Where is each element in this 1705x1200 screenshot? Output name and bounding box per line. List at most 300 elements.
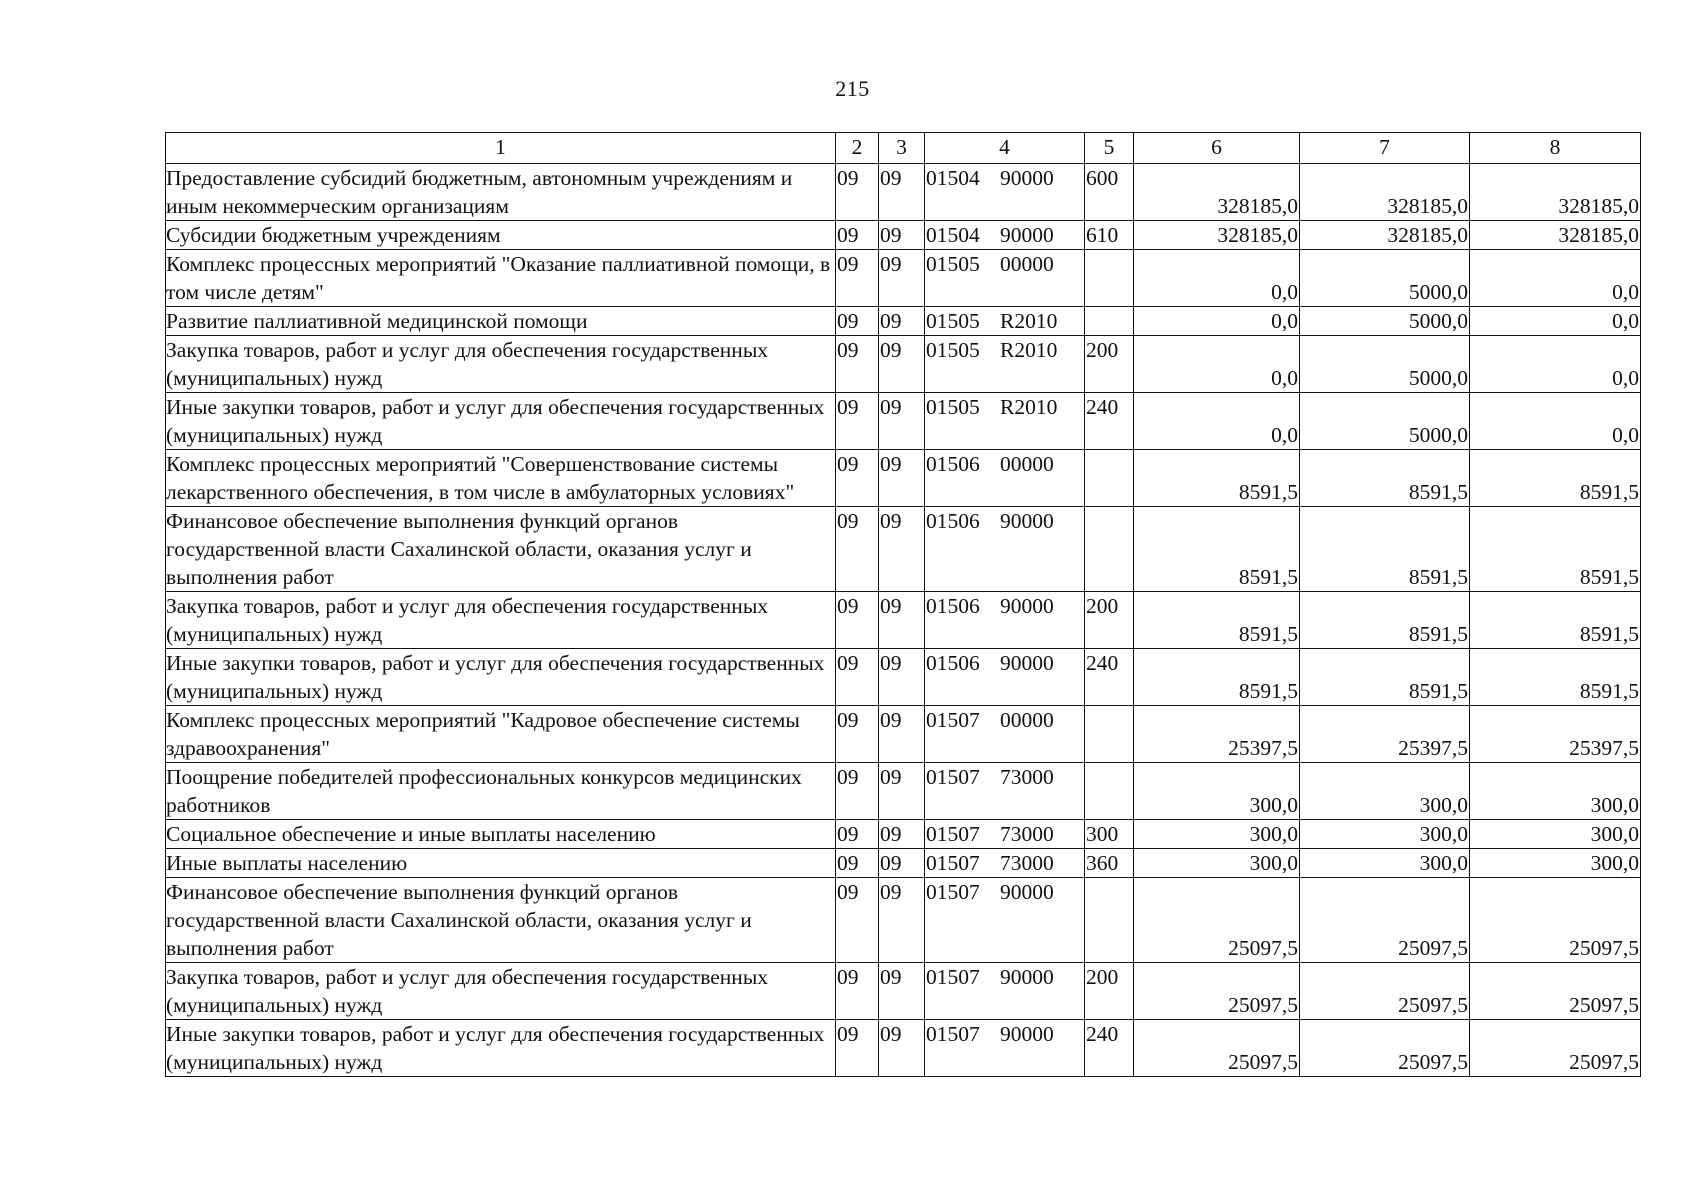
row-name-cell (166, 763, 836, 820)
amount-col7: 5000,0 (1408, 366, 1468, 390)
expense-type-cell (1085, 849, 1134, 878)
amount-col6: 0,0 (1271, 423, 1298, 447)
target-article-prefix: 01504 (926, 223, 980, 247)
amount-col8: 0,0 (1612, 366, 1639, 390)
expense-type: 200 (1086, 965, 1119, 989)
subsection-code: 09 (880, 822, 902, 846)
column-header: 3 (879, 133, 925, 164)
amount-col6-cell (1134, 878, 1300, 963)
subsection-code: 09 (880, 594, 902, 618)
amount-col6: 328185,0 (1217, 223, 1298, 247)
target-article-prefix: 01504 (926, 166, 980, 190)
amount-col7-cell (1300, 1020, 1470, 1077)
target-article-prefix: 01507 (926, 1022, 980, 1046)
target-article-suffix: 90000 (1000, 223, 1054, 247)
amount-col6-cell (1134, 450, 1300, 507)
amount-col8: 300,0 (1590, 793, 1639, 817)
amount-col8: 328185,0 (1558, 223, 1639, 247)
expense-type-cell (1085, 450, 1134, 507)
amount-col6-cell (1134, 393, 1300, 450)
amount-col6-cell (1134, 706, 1300, 763)
target-article-prefix: 01505 (926, 338, 980, 362)
amount-col7: 328185,0 (1387, 223, 1468, 247)
row-name-cell (166, 307, 836, 336)
subsection-code: 09 (880, 651, 902, 675)
amount-col7-cell (1300, 820, 1470, 849)
row-name: Субсидии бюджетным учреждениям (166, 223, 501, 247)
amount-col6: 0,0 (1271, 280, 1298, 304)
target-article-cell (925, 221, 1085, 250)
column-header: 5 (1085, 133, 1134, 164)
amount-col8-cell (1470, 592, 1641, 649)
amount-col8-cell (1470, 450, 1641, 507)
expense-type-cell (1085, 706, 1134, 763)
row-name-cell (166, 336, 836, 393)
target-article-cell (925, 250, 1085, 307)
amount-col7-cell (1300, 849, 1470, 878)
subsection-code: 09 (880, 708, 902, 732)
subsection-code: 09 (880, 509, 902, 533)
section-code: 09 (837, 338, 859, 362)
section-code-cell (836, 250, 879, 307)
table-row (166, 1020, 1641, 1077)
amount-col6: 300,0 (1249, 851, 1298, 875)
section-code: 09 (837, 509, 859, 533)
target-article-cell (925, 307, 1085, 336)
amount-col6: 300,0 (1249, 822, 1298, 846)
subsection-code: 09 (880, 395, 902, 419)
amount-col8: 8591,5 (1579, 480, 1639, 504)
subsection-code-cell (879, 706, 925, 763)
expense-type: 200 (1086, 338, 1119, 362)
budget-table (165, 132, 1641, 1077)
target-article-suffix: 90000 (1000, 880, 1054, 904)
section-code-cell (836, 336, 879, 393)
amount-col7: 8591,5 (1408, 622, 1468, 646)
section-code-cell (836, 849, 879, 878)
subsection-code: 09 (880, 338, 902, 362)
target-article-suffix: 90000 (1000, 651, 1054, 675)
row-name: Закупка товаров, работ и услуг для обеспечения государственных (муниципальных) нужд (166, 965, 769, 1017)
amount-col8: 25397,5 (1569, 736, 1639, 760)
target-article-cell (925, 1020, 1085, 1077)
expense-type: 240 (1086, 651, 1119, 675)
target-article-cell (925, 649, 1085, 706)
amount-col8: 0,0 (1612, 280, 1639, 304)
target-article-cell (925, 820, 1085, 849)
amount-col7: 25097,5 (1398, 936, 1468, 960)
amount-col7-cell (1300, 393, 1470, 450)
target-article-suffix: 90000 (1000, 965, 1054, 989)
row-name: Предоставление субсидий бюджетным, автономным учреждениям и иным некоммерческим организациям (166, 166, 793, 218)
amount-col6-cell (1134, 164, 1300, 221)
amount-col8-cell (1470, 878, 1641, 963)
target-article-suffix: 90000 (1000, 509, 1054, 533)
amount-col8-cell (1470, 706, 1641, 763)
table-body (166, 164, 1641, 1077)
section-code: 09 (837, 395, 859, 419)
target-article-prefix: 01505 (926, 309, 980, 333)
table-row (166, 878, 1641, 963)
amount-col8: 25097,5 (1569, 936, 1639, 960)
subsection-code: 09 (880, 452, 902, 476)
amount-col7: 328185,0 (1387, 194, 1468, 218)
target-article-prefix: 01507 (926, 822, 980, 846)
amount-col7: 5000,0 (1408, 280, 1468, 304)
amount-col7-cell (1300, 307, 1470, 336)
section-code-cell (836, 963, 879, 1020)
column-header: 7 (1300, 133, 1470, 164)
row-name-cell (166, 849, 836, 878)
amount-col7: 8591,5 (1408, 679, 1468, 703)
row-name: Иные закупки товаров, работ и услуг для обеспечения государственных (муниципальных) нужд (166, 395, 825, 447)
row-name-cell (166, 649, 836, 706)
amount-col8: 8591,5 (1579, 679, 1639, 703)
target-article-prefix: 01507 (926, 851, 980, 875)
target-article-suffix: 90000 (1000, 166, 1054, 190)
subsection-code-cell (879, 592, 925, 649)
amount-col8: 0,0 (1612, 423, 1639, 447)
amount-col6: 25097,5 (1228, 993, 1298, 1017)
section-code-cell (836, 763, 879, 820)
amount-col8-cell (1470, 164, 1641, 221)
subsection-code-cell (879, 450, 925, 507)
amount-col7: 5000,0 (1408, 423, 1468, 447)
target-article-prefix: 01506 (926, 452, 980, 476)
amount-col7-cell (1300, 450, 1470, 507)
amount-col8-cell (1470, 250, 1641, 307)
amount-col8-cell (1470, 763, 1641, 820)
amount-col7-cell (1300, 963, 1470, 1020)
target-article-suffix: 73000 (1000, 822, 1054, 846)
row-name: Иные закупки товаров, работ и услуг для обеспечения государственных (муниципальных) нужд (166, 1022, 825, 1074)
row-name: Социальное обеспечение и иные выплаты населению (166, 822, 656, 846)
expense-type-cell (1085, 221, 1134, 250)
amount-col7: 300,0 (1419, 822, 1468, 846)
subsection-code: 09 (880, 223, 902, 247)
amount-col8: 8591,5 (1579, 565, 1639, 589)
amount-col7-cell (1300, 878, 1470, 963)
amount-col6: 25097,5 (1228, 1050, 1298, 1074)
table-row (166, 649, 1641, 706)
subsection-code: 09 (880, 880, 902, 904)
amount-col6: 8591,5 (1238, 565, 1298, 589)
section-code-cell (836, 820, 879, 849)
amount-col8: 0,0 (1612, 309, 1639, 333)
expense-type-cell (1085, 507, 1134, 592)
table-row (166, 307, 1641, 336)
table-row (166, 706, 1641, 763)
amount-col6-cell (1134, 592, 1300, 649)
row-name: Иные закупки товаров, работ и услуг для обеспечения государственных (муниципальных) нужд (166, 651, 825, 703)
expense-type-cell (1085, 393, 1134, 450)
amount-col6-cell (1134, 649, 1300, 706)
row-name: Закупка товаров, работ и услуг для обеспечения государственных (муниципальных) нужд (166, 594, 769, 646)
amount-col6: 0,0 (1271, 309, 1298, 333)
subsection-code: 09 (880, 965, 902, 989)
subsection-code: 09 (880, 166, 902, 190)
target-article-prefix: 01507 (926, 965, 980, 989)
section-code-cell (836, 221, 879, 250)
subsection-code: 09 (880, 851, 902, 875)
expense-type-cell (1085, 164, 1134, 221)
amount-col6-cell (1134, 250, 1300, 307)
amount-col6-cell (1134, 221, 1300, 250)
subsection-code: 09 (880, 252, 902, 276)
amount-col7-cell (1300, 336, 1470, 393)
amount-col6-cell (1134, 336, 1300, 393)
section-code: 09 (837, 252, 859, 276)
expense-type-cell (1085, 592, 1134, 649)
expense-type: 360 (1086, 851, 1119, 875)
row-name-cell (166, 164, 836, 221)
row-name: Закупка товаров, работ и услуг для обеспечения государственных (муниципальных) нужд (166, 338, 769, 390)
row-name-cell (166, 963, 836, 1020)
section-code-cell (836, 450, 879, 507)
column-header: 4 (925, 133, 1085, 164)
section-code: 09 (837, 822, 859, 846)
table-row (166, 963, 1641, 1020)
amount-col6: 328185,0 (1217, 194, 1298, 218)
row-name-cell (166, 221, 836, 250)
subsection-code-cell (879, 763, 925, 820)
section-code: 09 (837, 851, 859, 875)
table-row (166, 820, 1641, 849)
target-article-suffix: R2010 (1000, 309, 1058, 333)
target-article-cell (925, 763, 1085, 820)
expense-type: 240 (1086, 395, 1119, 419)
row-name: Комплекс процессных мероприятий "Оказание паллиативной помощи, в том числе детям" (166, 252, 831, 304)
expense-type-cell (1085, 963, 1134, 1020)
amount-col8: 300,0 (1590, 851, 1639, 875)
row-name: Иные выплаты населению (166, 851, 408, 875)
amount-col8: 300,0 (1590, 822, 1639, 846)
amount-col8-cell (1470, 507, 1641, 592)
amount-col8: 328185,0 (1558, 194, 1639, 218)
amount-col7-cell (1300, 649, 1470, 706)
amount-col8: 25097,5 (1569, 993, 1639, 1017)
amount-col6-cell (1134, 820, 1300, 849)
expense-type-cell (1085, 336, 1134, 393)
table-row (166, 849, 1641, 878)
amount-col6: 25097,5 (1228, 936, 1298, 960)
section-code: 09 (837, 651, 859, 675)
target-article-cell (925, 706, 1085, 763)
target-article-cell (925, 963, 1085, 1020)
expense-type: 600 (1086, 166, 1119, 190)
amount-col7-cell (1300, 164, 1470, 221)
section-code-cell (836, 706, 879, 763)
section-code: 09 (837, 765, 859, 789)
row-name-cell (166, 878, 836, 963)
target-article-cell (925, 336, 1085, 393)
amount-col7-cell (1300, 763, 1470, 820)
amount-col8-cell (1470, 849, 1641, 878)
subsection-code-cell (879, 820, 925, 849)
target-article-suffix: 90000 (1000, 1022, 1054, 1046)
target-article-prefix: 01506 (926, 509, 980, 533)
section-code-cell (836, 1020, 879, 1077)
target-article-suffix: 73000 (1000, 765, 1054, 789)
section-code-cell (836, 649, 879, 706)
section-code-cell (836, 164, 879, 221)
amount-col7-cell (1300, 250, 1470, 307)
amount-col8-cell (1470, 393, 1641, 450)
table-row (166, 250, 1641, 307)
amount-col8-cell (1470, 221, 1641, 250)
expense-type: 300 (1086, 822, 1119, 846)
subsection-code: 09 (880, 309, 902, 333)
amount-col6: 8591,5 (1238, 480, 1298, 504)
subsection-code-cell (879, 507, 925, 592)
expense-type: 610 (1086, 223, 1119, 247)
row-name-cell (166, 592, 836, 649)
subsection-code: 09 (880, 1022, 902, 1046)
target-article-cell (925, 592, 1085, 649)
amount-col7: 25097,5 (1398, 993, 1468, 1017)
expense-type: 200 (1086, 594, 1119, 618)
target-article-suffix: 00000 (1000, 708, 1054, 732)
row-name-cell (166, 393, 836, 450)
row-name: Финансовое обеспечение выполнения функций органов государственной власти Сахалинской области, оказания услуг и выполнения работ (166, 880, 752, 960)
amount-col8: 25097,5 (1569, 1050, 1639, 1074)
section-code: 09 (837, 166, 859, 190)
amount-col6-cell (1134, 1020, 1300, 1077)
target-article-suffix: 90000 (1000, 594, 1054, 618)
target-article-prefix: 01507 (926, 880, 980, 904)
page-number: 215 (835, 76, 870, 101)
target-article-prefix: 01505 (926, 395, 980, 419)
table-row (166, 393, 1641, 450)
amount-col6: 0,0 (1271, 366, 1298, 390)
target-article-prefix: 01507 (926, 765, 980, 789)
expense-type-cell (1085, 763, 1134, 820)
row-name-cell (166, 820, 836, 849)
row-name: Комплекс процессных мероприятий "Кадровое обеспечение системы здравоохранения" (166, 708, 800, 760)
target-article-suffix: 00000 (1000, 452, 1054, 476)
section-code: 09 (837, 1022, 859, 1046)
amount-col6-cell (1134, 763, 1300, 820)
table-row (166, 221, 1641, 250)
row-name: Комплекс процессных мероприятий "Совершенствование системы лекарственного обеспечения, в том числе в амбулаторных условиях" (166, 452, 795, 504)
subsection-code-cell (879, 393, 925, 450)
amount-col8-cell (1470, 649, 1641, 706)
amount-col8-cell (1470, 307, 1641, 336)
subsection-code-cell (879, 307, 925, 336)
amount-col7-cell (1300, 221, 1470, 250)
column-header: 2 (836, 133, 879, 164)
section-code: 09 (837, 309, 859, 333)
amount-col8-cell (1470, 1020, 1641, 1077)
amount-col6: 300,0 (1249, 793, 1298, 817)
target-article-suffix: 00000 (1000, 252, 1054, 276)
amount-col7: 300,0 (1419, 793, 1468, 817)
target-article-cell (925, 507, 1085, 592)
expense-type: 240 (1086, 1022, 1119, 1046)
expense-type-cell (1085, 1020, 1134, 1077)
section-code-cell (836, 307, 879, 336)
table-row (166, 450, 1641, 507)
amount-col6-cell (1134, 307, 1300, 336)
table-row (166, 164, 1641, 221)
amount-col6-cell (1134, 963, 1300, 1020)
table-row (166, 507, 1641, 592)
amount-col6: 8591,5 (1238, 622, 1298, 646)
expense-type-cell (1085, 820, 1134, 849)
amount-col7-cell (1300, 706, 1470, 763)
amount-col8-cell (1470, 820, 1641, 849)
amount-col7: 25097,5 (1398, 1050, 1468, 1074)
column-header: 8 (1470, 133, 1641, 164)
row-name-cell (166, 507, 836, 592)
section-code-cell (836, 878, 879, 963)
target-article-suffix: R2010 (1000, 395, 1058, 419)
target-article-cell (925, 164, 1085, 221)
amount-col7-cell (1300, 592, 1470, 649)
target-article-cell (925, 393, 1085, 450)
subsection-code-cell (879, 849, 925, 878)
subsection-code-cell (879, 336, 925, 393)
section-code: 09 (837, 223, 859, 247)
subsection-code-cell (879, 250, 925, 307)
target-article-suffix: R2010 (1000, 338, 1058, 362)
amount-col7-cell (1300, 507, 1470, 592)
subsection-code-cell (879, 221, 925, 250)
target-article-prefix: 01506 (926, 651, 980, 675)
row-name-cell (166, 1020, 836, 1077)
amount-col7: 5000,0 (1408, 309, 1468, 333)
subsection-code-cell (879, 1020, 925, 1077)
amount-col7: 8591,5 (1408, 480, 1468, 504)
section-code: 09 (837, 965, 859, 989)
row-name: Поощрение победителей профессиональных конкурсов медицинских работников (166, 765, 802, 817)
row-name-cell (166, 450, 836, 507)
amount-col7: 300,0 (1419, 851, 1468, 875)
amount-col8: 8591,5 (1579, 622, 1639, 646)
row-name: Финансовое обеспечение выполнения функций органов государственной власти Сахалинской области, оказания услуг и выполнения работ (166, 509, 752, 589)
expense-type-cell (1085, 649, 1134, 706)
subsection-code: 09 (880, 765, 902, 789)
header-row (166, 133, 1641, 164)
table-row (166, 763, 1641, 820)
target-article-cell (925, 849, 1085, 878)
column-header: 6 (1134, 133, 1300, 164)
target-article-cell (925, 450, 1085, 507)
expense-type-cell (1085, 250, 1134, 307)
amount-col7: 8591,5 (1408, 565, 1468, 589)
row-name: Развитие паллиативной медицинской помощи (166, 309, 588, 333)
section-code-cell (836, 507, 879, 592)
amount-col7: 25397,5 (1398, 736, 1468, 760)
amount-col6-cell (1134, 849, 1300, 878)
target-article-prefix: 01505 (926, 252, 980, 276)
section-code: 09 (837, 880, 859, 904)
subsection-code-cell (879, 878, 925, 963)
section-code-cell (836, 393, 879, 450)
subsection-code-cell (879, 164, 925, 221)
amount-col6-cell (1134, 507, 1300, 592)
target-article-prefix: 01506 (926, 594, 980, 618)
table-row (166, 336, 1641, 393)
row-name-cell (166, 250, 836, 307)
target-article-prefix: 01507 (926, 708, 980, 732)
amount-col6: 8591,5 (1238, 679, 1298, 703)
target-article-suffix: 73000 (1000, 851, 1054, 875)
expense-type-cell (1085, 878, 1134, 963)
subsection-code-cell (879, 649, 925, 706)
table-row (166, 592, 1641, 649)
subsection-code-cell (879, 963, 925, 1020)
